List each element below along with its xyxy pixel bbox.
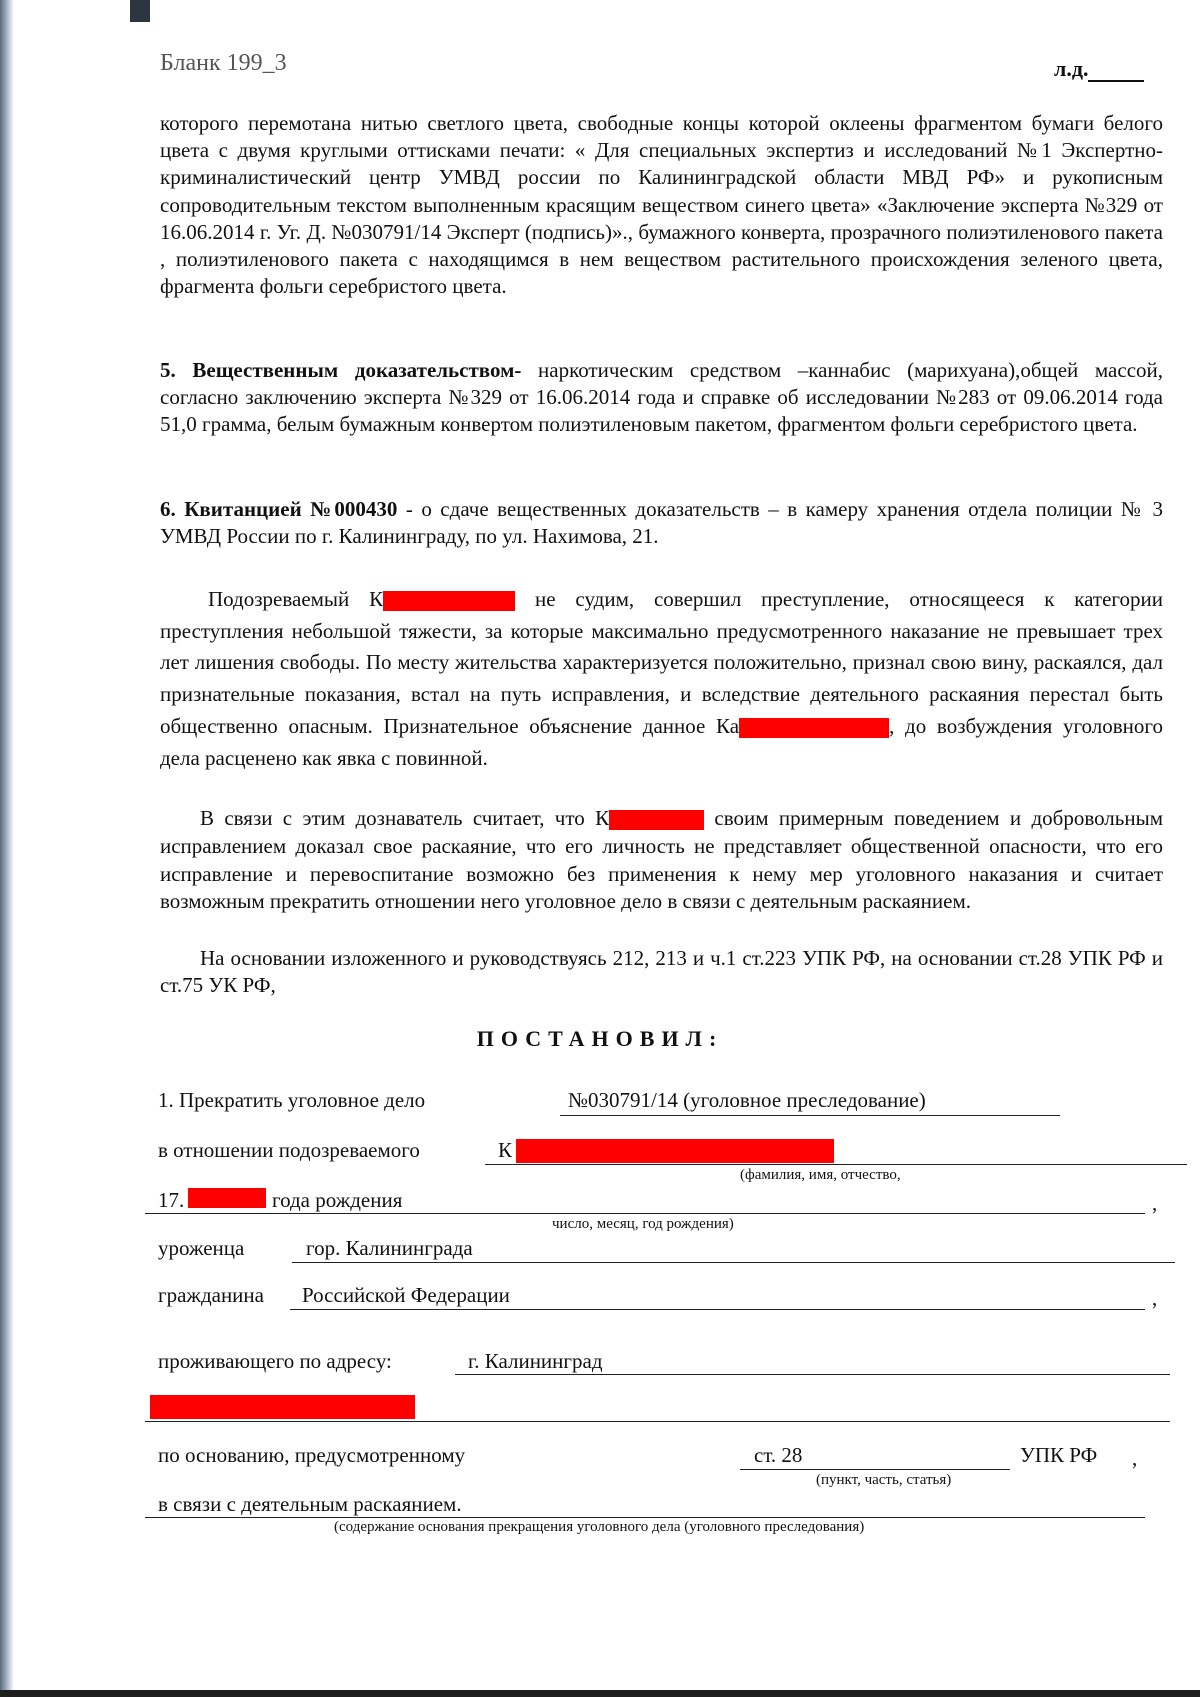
investigator-opinion-paragraph: В связи с этим дознаватель считает, что К своим примерным поведением и добровольным исправлением доказал свое раскаяние, что его личность не представляет общественной опасности, что его исправление и перевоспитание возможно без применения к нему мер уголовного наказания и считает возможным прекратить отношении него уголовное дело в связи с деятельным раскаянием.	[160, 806, 1164, 914]
redacted-suspect-name	[383, 591, 515, 611]
terminate-case-label: 1. Прекратить уголовное дело	[158, 1088, 426, 1112]
redacted-suspect-full-name	[516, 1139, 834, 1163]
redacted-suspect-name	[739, 718, 889, 738]
code-label: УПК РФ	[1020, 1443, 1098, 1467]
birth-day-value: 17.	[158, 1188, 185, 1212]
ground-reason-value: в связи с деятельным раскаянием.	[158, 1492, 462, 1516]
resolution-title: ПОСТАНОВИЛ:	[476, 1026, 724, 1051]
case-sheet-blank	[1088, 60, 1144, 82]
citizen-value: Российской Федерации	[302, 1283, 510, 1307]
ground-label: по основанию, предусмотренному	[158, 1443, 466, 1467]
evidence-item-5-heading: 5. Вещественным доказательством-	[160, 358, 522, 382]
suspect-characterization-paragraph: Подозреваемый К не судим, совершил преступление, относящееся к категории преступления небольшой тяжести, за которые максимально предусмотренного наказание не превышает трех лет лишения свободы. По месту жительства характеризуется положительно, признал свою вину, раскаялся, дал признательные показания, встал на путь исправления, и вследствие деятельного раскаяния перестал быть общественно опасным. Признательное объяснение данное Ка , до возбуждения уголовного дела расценено как явка с повинной.	[160, 587, 1163, 770]
native-underline	[292, 1262, 1175, 1263]
suspect-name-underline	[485, 1164, 1187, 1165]
birth-date-hint: число, месяц, год рождения)	[552, 1216, 734, 1232]
evidence-item-6-text: - о сдаче вещественных доказательств – в камеру хранения отдела полиции № 3 УМВД России по г. Калининграду, по ул. Нахимова, 21.	[160, 497, 1164, 549]
citizen-label: гражданина	[158, 1283, 264, 1307]
article-underline	[740, 1469, 1010, 1470]
native-value: гор. Калининграда	[306, 1236, 473, 1260]
birth-underline	[145, 1213, 1145, 1214]
citizen-underline	[290, 1309, 1145, 1310]
article-hint: (пункт, часть, статья)	[816, 1472, 952, 1488]
redacted-birth-date	[188, 1188, 266, 1208]
suspect-label: в отношении подозреваемого	[158, 1138, 420, 1162]
case-sheet-label: л.д.	[1054, 56, 1144, 82]
scan-edge-bottom	[0, 1690, 1200, 1697]
form-number: Бланк 199_3	[160, 50, 287, 76]
case-number-value: №030791/14 (уголовное преследование)	[568, 1088, 926, 1112]
evidence-item-6	[160, 496, 1163, 550]
native-label: уроженца	[158, 1236, 245, 1260]
legal-basis-paragraph: На основании изложенного и руководствуясь 212, 213 и ч.1 ст.223 УПК РФ, на основании ст.28 УПК РФ и ст.75 УК РФ,	[160, 946, 1163, 998]
evidence-continuation-paragraph: которого перемотана нитью светлого цвета, свободные концы которой оклеены фрагментом бумаги белого цвета с двумя круглыми оттисками печати: « Для специальных экспертиз и исследований №1 Экспертно-криминалистический центр УМВД россии по Калининградской области МВД РФ» и рукописным сопроводительным текстом выполненным красящим веществом синего цвета» «Заключение эксперта №329 от 16.06.2014 г. Уг. Д. №030791/14 Эксперт (подпись)»., бумажного конверта, прозрачного полиэтиленового пакета , полиэтиленового пакета с находящимся в нем веществом растительного происхождения зеленого цвета, фрагмента фольги серебристого цвета.	[160, 111, 1163, 299]
address-label: проживающего по адресу:	[158, 1349, 392, 1373]
reason-hint: (содержание основания прекращения уголовного дела (уголовного преследования)	[334, 1519, 865, 1535]
reason-underline	[145, 1517, 1145, 1518]
redacted-street-address	[150, 1395, 415, 1419]
article-value: ст. 28	[754, 1443, 803, 1467]
case-number-underline	[560, 1115, 1060, 1116]
fio-hint: (фамилия, имя, отчество,	[740, 1167, 901, 1183]
evidence-item-6-heading: 6. Квитанцией №000430	[160, 497, 398, 521]
evidence-item-5-text: наркотическим средством –каннабис (марихуана),общей массой, согласно заключению эксперта №329 от 16.06.2014 года и справке об исследовании №283 от 09.06.2014 года 51,0 грамма, белым бумажным конвертом полиэтиленовым пакетом, фрагментом фольги серебристого цвета.	[160, 358, 1164, 437]
suspect-initial: К	[498, 1138, 513, 1162]
ground-comma: ,	[1132, 1446, 1138, 1470]
redacted-suspect-name	[609, 810, 704, 830]
evidence-item-5	[160, 357, 1163, 439]
address-street-underline	[145, 1421, 1170, 1422]
birth-label: года рождения	[272, 1188, 403, 1212]
address-city: г. Калининград	[468, 1349, 603, 1373]
address-underline	[455, 1374, 1170, 1375]
citizen-comma: ,	[1152, 1286, 1158, 1310]
birth-comma: ,	[1152, 1191, 1158, 1215]
